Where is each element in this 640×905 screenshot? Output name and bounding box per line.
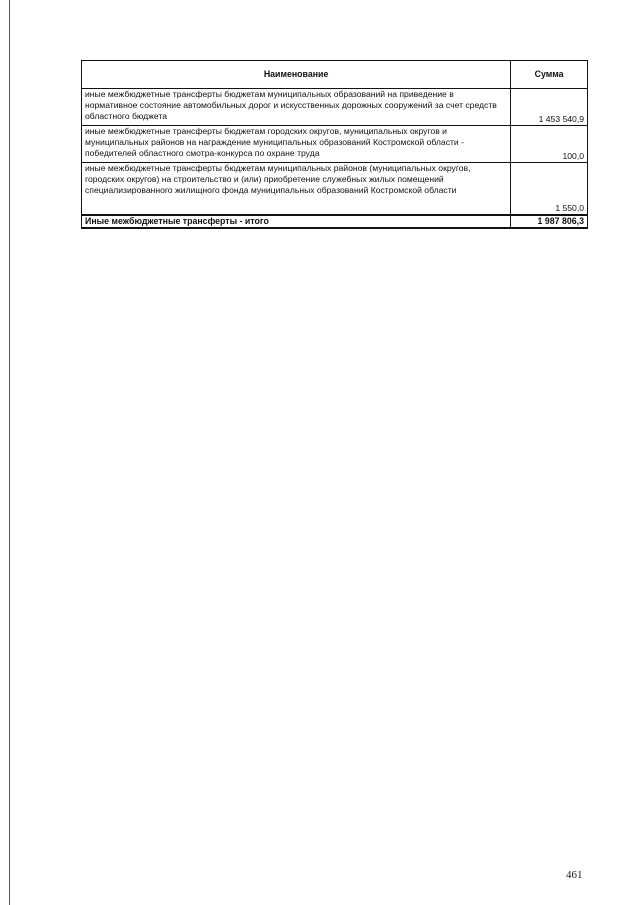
total-name: Иные межбюджетные трансферты - итого [82, 215, 511, 228]
table-row [82, 163, 588, 216]
table-header-row [82, 61, 588, 89]
table-row [82, 89, 588, 126]
row-name: иные межбюджетные трансферты бюджетам муниципальных районов (муниципальных округов, городских округов) на строительство и (или) приобретение служебных жилых помещений специализированного жилищного фонда муниципальных образований Костромской области [82, 163, 511, 216]
total-row [82, 215, 588, 228]
total-sum: 1 987 806,3 [511, 215, 588, 228]
table-row [82, 126, 588, 163]
row-sum: 100,0 [511, 126, 588, 163]
transfers-table [81, 60, 588, 229]
page-number: 461 [566, 869, 583, 881]
row-name: иные межбюджетные трансферты бюджетам городских округов, муниципальных округов и муниципальных районов на награждение муниципальных образований Костромской области - победителей областного смотра-конкурса по охране труда [82, 126, 511, 163]
page-edge-line [9, 0, 10, 905]
row-name: иные межбюджетные трансферты бюджетам муниципальных образований на приведение в нормативное состояние автомобильных дорог и искусственных дорожных сооружений за счет средств областного бюджета [82, 89, 511, 126]
header-sum: Сумма [511, 61, 588, 89]
row-sum: 1 550,0 [511, 163, 588, 216]
header-name: Наименование [82, 61, 511, 89]
row-sum: 1 453 540,9 [511, 89, 588, 126]
